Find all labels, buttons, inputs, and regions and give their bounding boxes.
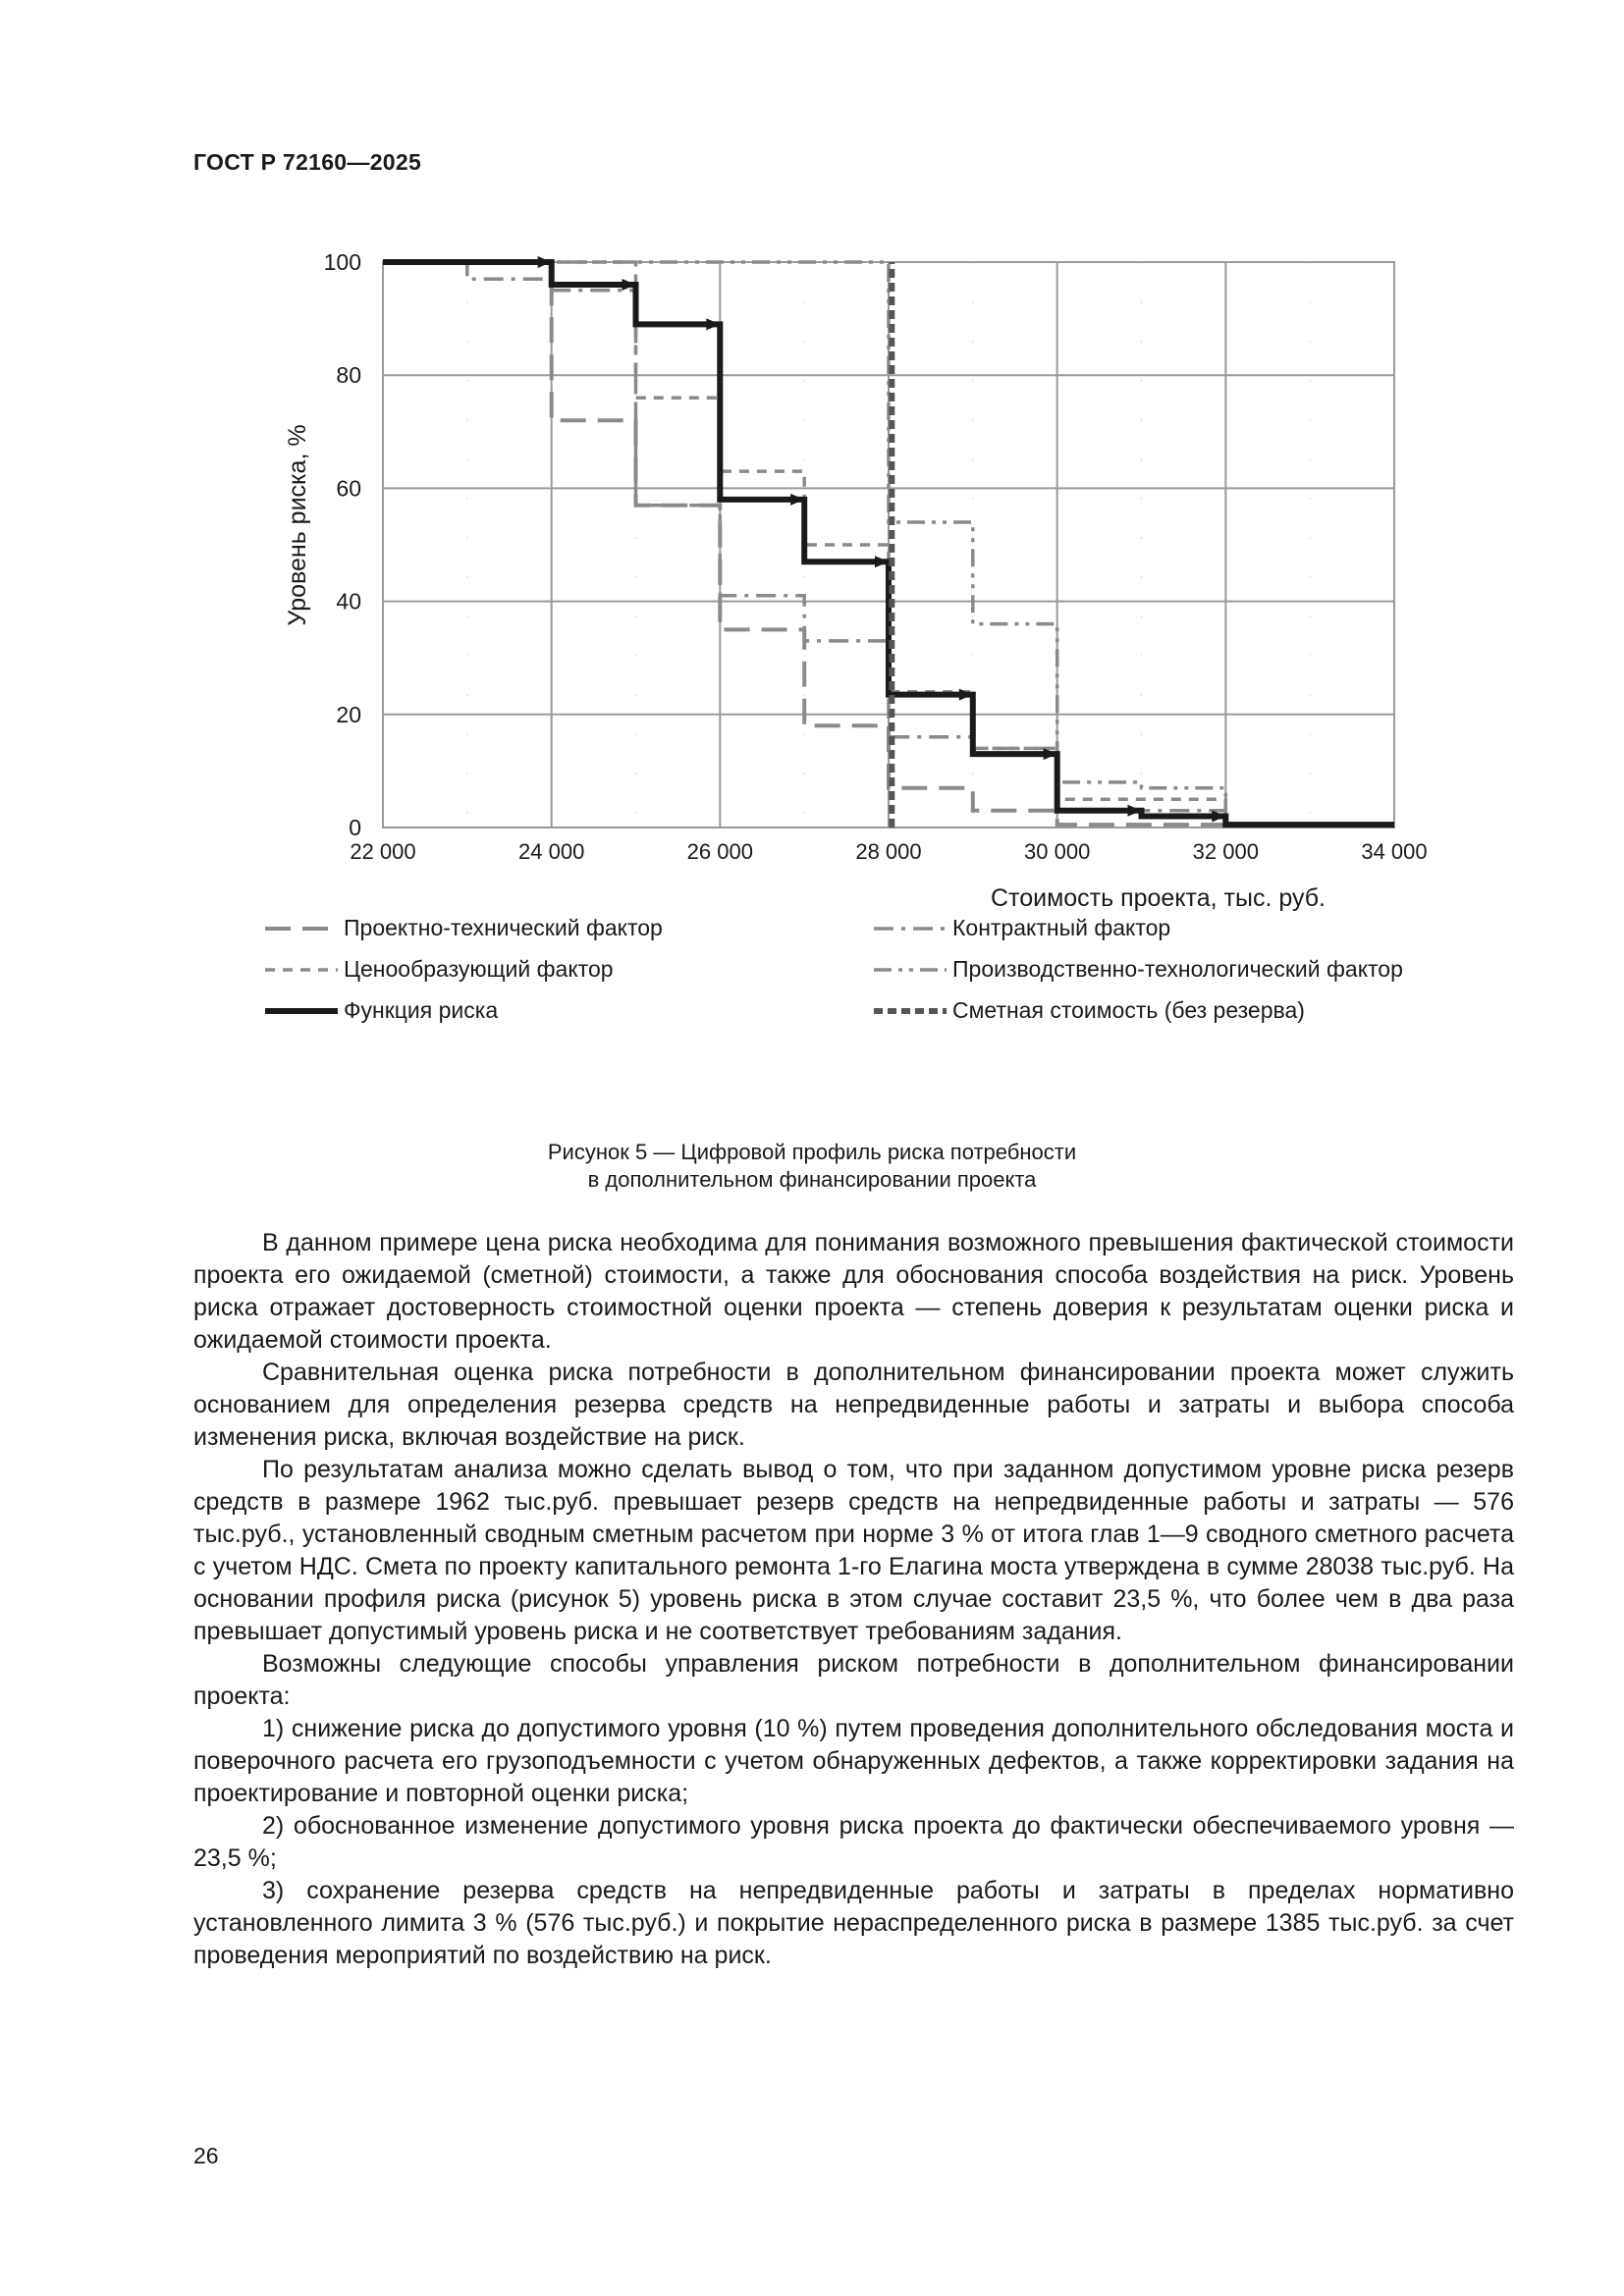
list-item: 2) обоснованное изменение допустимого уровня риска проекта до фактически обеспечиваемого уровня — 23,5 %;: [193, 1812, 1514, 1872]
legend-label: Контрактный фактор: [952, 915, 1171, 940]
x-tick-label: 24 000: [518, 839, 585, 864]
paragraph: Возможны следующие способы управления риском потребности в дополнительном финансировании проекта:: [193, 1650, 1514, 1710]
figure-caption: [0, 1139, 1624, 1194]
page-number: 26: [193, 2143, 219, 2168]
x-tick-label: 32 000: [1192, 839, 1259, 864]
document-header: ГОСТ Р 72160—2025: [193, 149, 422, 175]
x-tick-label: 28 000: [855, 839, 922, 864]
x-tick-label: 22 000: [350, 839, 416, 864]
paragraph: По результатам анализа можно сделать вывод о том, что при заданном допустимом уровне риска резерв средств в размере 1962 тыс.руб. превышает резерв средств на непредвиденные работы и затраты — 576 тыс.руб., установленный сводным сметным расчетом при норме 3 % от итога глав 1—9 сводного сметного расчета с учетом НДС. Смета по проекту капитального ремонта 1-го Елагина моста утверждена в сумме 28038 тыс.руб. На основании профиля риска (рисунок 5) уровень риска в этом случае составит 23,5 %, что более чем в два раза превышает допустимый уровень риска и не соответствует требованиям задания.: [193, 1456, 1514, 1645]
x-tick-label: 30 000: [1024, 839, 1091, 864]
chart-axes: [284, 249, 1428, 912]
y-tick-label: 20: [336, 701, 361, 727]
y-tick-label: 60: [336, 475, 361, 502]
x-tick-label: 34 000: [1361, 839, 1428, 864]
caption-line-1: Рисунок 5 — Цифровой профиль риска потребности: [547, 1140, 1077, 1164]
y-tick-label: 100: [323, 249, 361, 275]
paragraph: В данном примере цена риска необходима для понимания возможного превышения фактической стоимости проекта его ожидаемой (сметной) стоимости, а также для обоснования способа воздействия на риск. Уровень риска отражает достоверность стоимостной оценки проекта — степень доверия к результатам оценки риска и ожидаемой стоимости проекта.: [193, 1229, 1514, 1354]
paragraph: Сравнительная оценка риска потребности в дополнительном финансировании проекта может служить основанием для определения резерва средств на непредвиденные работы и затраты и выбора способа изменения риска, включая воздействие на риск.: [193, 1359, 1514, 1451]
risk-profile-chart: [265, 240, 1473, 1085]
legend-label: Функция риска: [344, 997, 499, 1023]
body-text: [193, 1227, 1514, 1972]
legend-label: Производственно-технологический фактор: [952, 956, 1403, 982]
x-axis-label: Стоимость проекта, тыс. руб.: [990, 884, 1326, 912]
chart-legend: [265, 915, 1403, 1023]
legend-label: Сметная стоимость (без резерва): [952, 997, 1305, 1023]
list-item: 1) снижение риска до допустимого уровня (10 %) путем проведения дополнительного обследования моста и поверочного расчета его грузоподъемности с учетом обнаруженных дефектов, а также корректировки задания на проектирование и повторной оценки риска;: [193, 1715, 1514, 1807]
y-tick-label: 0: [349, 815, 361, 840]
caption-line-2: в дополнительном финансировании проекта: [587, 1167, 1037, 1192]
y-axis-label: Уровень риска, %: [284, 424, 311, 626]
list-item: 3) сохранение резерва средств на непредвиденные работы и затраты в пределах нормативно установленного лимита 3 % (576 тыс.руб.) и покрытие нераспределенного риска в размере 1385 тыс.руб. за счет проведения мероприятий по воздействию на риск.: [193, 1877, 1514, 1969]
y-tick-label: 80: [336, 362, 361, 389]
y-tick-label: 40: [336, 588, 361, 614]
legend-label: Проектно-технический фактор: [344, 915, 663, 940]
x-tick-label: 26 000: [686, 839, 753, 864]
legend-label: Ценообразующий фактор: [344, 956, 614, 982]
